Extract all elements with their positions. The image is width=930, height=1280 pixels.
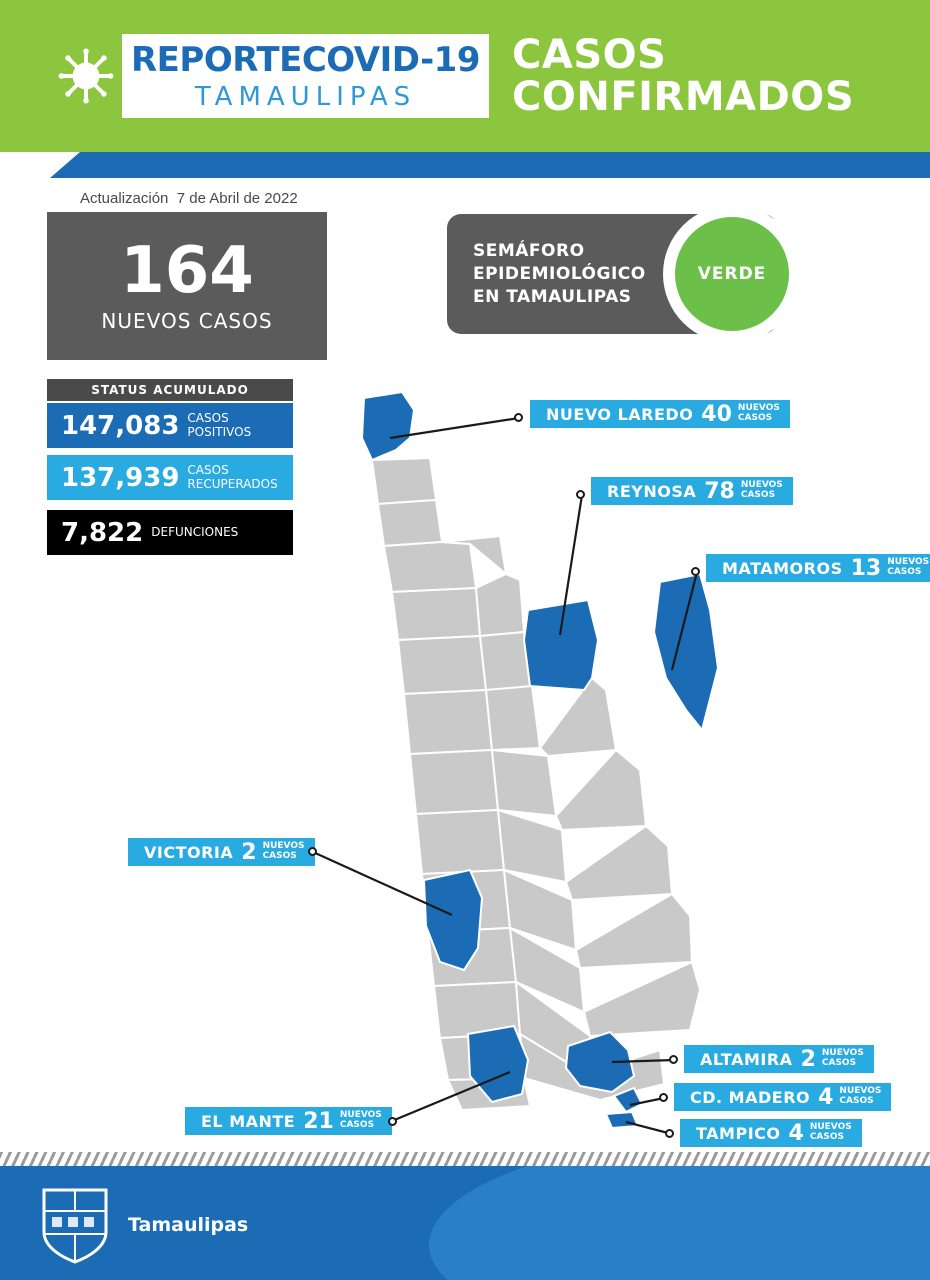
city-label-el-mante: EL MANTE 21 NUEVOS CASOS: [185, 1107, 392, 1135]
connector-dot-el-mante: [388, 1117, 397, 1126]
new-cases-number: 164: [120, 234, 254, 308]
map-area-tampico: [606, 1112, 638, 1128]
status-number: 137,939: [61, 462, 180, 493]
city-label-matamoros: MATAMOROS 13 NUEVOS CASOS: [706, 554, 930, 582]
page-footer: [0, 1166, 930, 1280]
tamaulipas-map: [0, 170, 930, 1160]
footer-wave: [405, 1166, 930, 1280]
connector-dot-altamira: [669, 1055, 678, 1064]
semaforo-level: VERDE: [675, 217, 789, 331]
city-label-nuevo-laredo: NUEVO LAREDO 40 NUEVOS CASOS: [530, 400, 790, 428]
report-logo: [122, 34, 489, 118]
footer-state-name: Tamaulipas: [128, 1214, 249, 1236]
city-label-altamira: ALTAMIRA 2 NUEVOS CASOS: [684, 1045, 874, 1073]
status-label: DEFUNCIONES: [151, 524, 239, 539]
map-base-municipalities: [372, 458, 700, 1110]
footer-hatch-divider: [0, 1152, 930, 1166]
page-header: [0, 0, 930, 152]
page-title-line2: CONFIRMADOS: [512, 74, 855, 120]
connector-dot-cd-madero: [659, 1093, 668, 1102]
update-date: Actualización 7 de Abril de 2022: [80, 190, 298, 207]
city-label-tampico: TAMPICO 4 NUEVOS CASOS: [680, 1119, 862, 1147]
map-area-matamoros: [654, 574, 718, 730]
logo-title: REPORTECOVID-19: [131, 40, 480, 80]
connector-dot-tampico: [665, 1129, 674, 1138]
connector-dot-reynosa: [576, 490, 585, 499]
semaforo-text: SEMÁFORO EPIDEMIOLÓGICO EN TAMAULIPAS: [473, 241, 646, 307]
logo-subtitle: TAMAULIPAS: [194, 82, 417, 112]
status-number: 7,822: [61, 517, 144, 548]
city-label-victoria: VICTORIA 2 NUEVOS CASOS: [128, 838, 315, 866]
new-cases-label: NUEVOS CASOS: [101, 309, 273, 333]
connector-dot-victoria: [308, 847, 317, 856]
status-label: CASOS POSITIVOS: [187, 410, 252, 439]
city-label-cd-madero: CD. MADERO 4 NUEVOS CASOS: [674, 1083, 891, 1111]
city-label-reynosa: REYNOSA 78 NUEVOS CASOS: [591, 477, 793, 505]
status-label: CASOS RECUPERADOS: [187, 462, 278, 491]
map-area-reynosa: [524, 600, 598, 690]
page-title: [512, 34, 854, 118]
map-area-nuevo-laredo: [362, 392, 414, 460]
connector-dot-nuevo-laredo: [514, 413, 523, 422]
status-title: STATUS ACUMULADO: [47, 379, 293, 401]
page-title-line1: CASOS: [512, 32, 667, 78]
coat-of-arms-icon: [38, 1184, 112, 1264]
status-number: 147,083: [61, 410, 180, 441]
connector-dot-matamoros: [691, 567, 700, 576]
virus-icon: [58, 48, 114, 104]
